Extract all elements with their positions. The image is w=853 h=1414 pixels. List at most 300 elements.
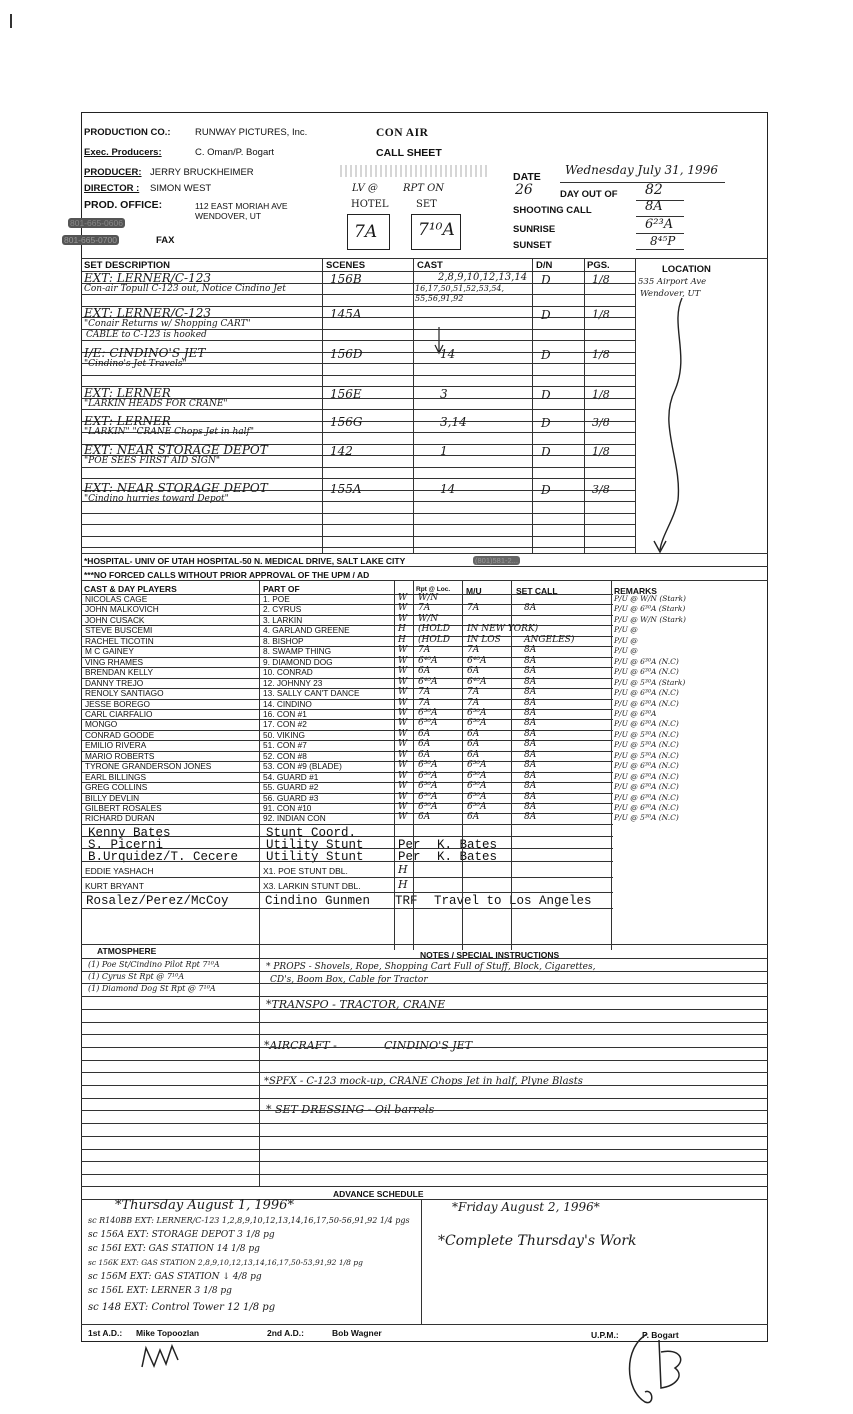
- cast-set-call: 8A: [524, 698, 537, 708]
- rule-line: [81, 1022, 768, 1023]
- atmosphere-line: (1) Cyrus St Rpt @ 7¹⁰A: [88, 972, 185, 981]
- advance-line: sc R140BB EXT: LERNER/C-123 1,2,8,9,10,12,13,14,16,17,50-56,91,92 1/4 pgs: [88, 1216, 410, 1225]
- typed-row-status: Per: [398, 838, 421, 852]
- advance-line: sc 156K EXT: GAS STATION 2,8,9,10,12,13,14,16,17,50-53,91,92 1/8 pg: [88, 1258, 363, 1267]
- cast-rpt-time: 6³⁰A: [418, 792, 438, 802]
- rule-line: [81, 375, 635, 376]
- cast-name: DANNY TREJO: [85, 678, 144, 688]
- scene-daynight: D: [541, 273, 551, 287]
- cast-part: 1. POE: [263, 594, 290, 604]
- rule-line: [81, 1072, 768, 1073]
- cast-remarks: P/U @: [614, 646, 638, 655]
- sunrise-value: 6²³A: [645, 217, 674, 232]
- rule-line: [81, 524, 635, 525]
- scene-desc-note: "Cindino hurries toward Depot": [84, 494, 229, 504]
- scene-cast: 3,14: [440, 415, 467, 429]
- cast-set-call: 8A: [524, 812, 537, 822]
- rule-line: [81, 409, 635, 410]
- atmosphere-line: (1) Diamond Dog St Rpt @ 7¹⁰A: [88, 984, 216, 993]
- cast-rpt-time: 6³⁰A: [418, 802, 438, 812]
- cast-status: W: [398, 677, 408, 687]
- cast-status: W: [398, 792, 408, 802]
- cast-name: GREG COLLINS: [85, 782, 148, 792]
- cast-set-call: 8A: [524, 687, 537, 697]
- scene-desc-title: EXT: LERNER: [84, 386, 171, 400]
- cast-name: BILLY DEVLIN: [85, 793, 140, 803]
- rule-line: [81, 861, 613, 862]
- cast-set-call: 8A: [524, 708, 537, 718]
- scene-pages: 1/8: [592, 445, 610, 458]
- cast-mu-time: 6³⁰A: [467, 792, 487, 802]
- cast-set-call: 8A: [524, 792, 537, 802]
- typed-row-part: Utility Stunt: [266, 850, 364, 864]
- cast-mu-time: 7A: [467, 698, 480, 708]
- scene-daynight: D: [541, 388, 551, 402]
- rule-line: [81, 892, 613, 893]
- cast-set-call: 8A: [524, 645, 537, 655]
- scene-number: 156D: [330, 347, 363, 361]
- rule-line: [81, 836, 613, 837]
- notes-set-dressing: * SET DRESSING - Oil barrels: [266, 1103, 435, 1116]
- header-set-description: SET DESCRIPTION: [84, 260, 171, 271]
- cast-set-call: 8A: [524, 656, 537, 666]
- corner-mark: [10, 14, 18, 28]
- producer: JERRY BRUCKHEIMER: [150, 167, 254, 178]
- cast-remarks: P/U @ 6³⁰A (N.C): [614, 667, 679, 676]
- cast-remarks: P/U @ 5³⁰A (Stark): [614, 678, 686, 687]
- notes-aircraft-value: CINDINO'S JET: [384, 1039, 473, 1052]
- column-divider: [611, 580, 612, 950]
- header-remarks: REMARKS: [614, 586, 657, 596]
- typed-row-part: Stunt Coord.: [266, 826, 357, 840]
- cast-name: CONRAD GOODE: [85, 730, 155, 740]
- cast-status: W: [398, 656, 408, 666]
- cast-mu-time: 6³⁰A: [467, 708, 487, 718]
- cast-mu-time: 6A: [467, 666, 480, 676]
- cast-part: 50. VIKING: [263, 730, 305, 740]
- header-location: LOCATION: [662, 264, 711, 275]
- cast-name: TYRONE GRANDERSON JONES: [85, 761, 212, 771]
- cast-set-call: 8A: [524, 677, 537, 687]
- scene-number: 142: [330, 444, 353, 458]
- scene-pages: 3/8: [592, 416, 610, 429]
- cast-name: STEVE BUSCEMI: [85, 625, 153, 635]
- cast-rpt-time: 6A: [418, 666, 431, 676]
- stunt-row-part: X1. POE STUNT DBL.: [263, 866, 348, 876]
- cast-set-call: 8A: [524, 771, 537, 781]
- stunt-row-name: EDDIE YASHACH: [85, 866, 154, 876]
- cast-status: W: [398, 718, 408, 728]
- scene-desc-title: EXT: LERNER/C-123: [84, 306, 211, 320]
- cast-part: 12. JOHNNY 23: [263, 678, 323, 688]
- day-total: 82: [645, 182, 663, 198]
- cast-rpt-time: 6³⁰A: [418, 718, 438, 728]
- rule-line: [81, 566, 768, 567]
- cast-status: W: [398, 698, 408, 708]
- scene-desc-note: "POE SEES FIRST AID SIGN": [84, 456, 220, 466]
- atmosphere-label: ATMOSPHERE: [97, 946, 157, 956]
- scene-desc-note: "LARKIN" "CRANE Chops Jet in half": [84, 427, 254, 437]
- cast-rpt-time: 7A: [418, 687, 431, 697]
- notes-props-line2: CD's, Boom Box, Cable for Tractor: [270, 975, 428, 985]
- cast-name: RACHEL TICOTIN: [85, 636, 154, 646]
- cast-part: 14. CINDINO: [263, 699, 312, 709]
- fax-label: FAX: [156, 235, 175, 246]
- hotel-time: 7A: [354, 222, 378, 242]
- date-value: Wednesday July 31, 1996: [565, 163, 718, 177]
- hotel-label: HOTEL: [351, 199, 389, 210]
- cast-status: W: [398, 614, 408, 624]
- header-set-call: SET CALL: [516, 586, 558, 596]
- scene-pages: 1/8: [592, 388, 610, 401]
- rule-line: [81, 1009, 768, 1010]
- producer-label: PRODUCER:: [84, 167, 142, 178]
- cast-part: 8. SWAMP THING: [263, 646, 332, 656]
- cast-set-call: 8A: [524, 718, 537, 728]
- cast-rpt-time: 6A: [418, 812, 431, 822]
- cast-mu-time: 6³⁰A: [467, 802, 487, 812]
- cast-name: JESSE BOREGO: [85, 699, 151, 709]
- cast-name: BRENDAN KELLY: [85, 667, 154, 677]
- scene-desc-note: "Conair Returns w/ Shopping CART": [84, 319, 251, 329]
- scene-number: 155A: [330, 482, 362, 496]
- cast-remarks: P/U @ 6³⁰A (N.C): [614, 782, 679, 791]
- cast-part: 2. CYRUS: [263, 604, 302, 614]
- cast-remarks: P/U @ 6³⁰A (N.C): [614, 803, 679, 812]
- smudge: [340, 165, 490, 177]
- rule-line: [81, 908, 613, 909]
- ad1-label: 1st A.D.:: [88, 1328, 123, 1338]
- scene-daynight: D: [541, 348, 551, 362]
- upm-signature: [615, 1330, 695, 1410]
- advance-line: sc 148 EXT: Control Tower 12 1/8 pg: [88, 1302, 276, 1313]
- fax-redacted: 801-665-0700: [64, 235, 117, 245]
- cast-status: W: [398, 687, 408, 697]
- rule-line: [81, 1136, 768, 1137]
- cast-remarks: P/U @ 5³⁰A (N.C): [614, 813, 679, 822]
- cast-remarks: P/U @ 5³⁰A (N.C): [614, 730, 679, 739]
- rule-line: [81, 1161, 768, 1162]
- cast-status: W: [398, 802, 408, 812]
- rule-line: [81, 824, 613, 825]
- rule-line: [81, 944, 768, 945]
- location-line1: 535 Airport Ave: [638, 277, 707, 287]
- day-label: DAY OUT OF: [560, 189, 618, 200]
- column-divider: [511, 580, 512, 950]
- scene-daynight: D: [541, 416, 551, 430]
- cast-part: 13. SALLY CAN'T DANCE: [263, 688, 360, 698]
- rule-line: [81, 848, 613, 849]
- gunmen-name: Rosalez/Perez/McCoy: [86, 894, 229, 908]
- cast-remarks: P/U @ W/N (Stark): [614, 615, 686, 624]
- gunmen-part: Cindino Gunmen: [265, 894, 371, 908]
- cast-rpt-time: 7A: [418, 645, 431, 655]
- cast-status: W: [398, 812, 408, 822]
- office-label: PROD. OFFICE:: [84, 199, 163, 211]
- advance-right-text: *Complete Thursday's Work: [438, 1233, 637, 1249]
- hospital-phone: (801)581-2...: [475, 556, 518, 565]
- set-label: SET: [416, 199, 437, 210]
- cast-mu-time: 7A: [467, 603, 480, 613]
- scene-cast: 3: [440, 387, 448, 401]
- cast-mu-time: IN LOS: [467, 635, 501, 645]
- cast-status: W: [398, 771, 408, 781]
- cast-status: W: [398, 781, 408, 791]
- scene-number: 156B: [330, 272, 362, 286]
- stunt-row-name: KURT BRYANT: [85, 881, 144, 891]
- rule-line: [81, 958, 768, 959]
- cast-name: RENOLY SANTIAGO: [85, 688, 164, 698]
- column-divider: [394, 580, 395, 950]
- rule-line: [81, 1060, 768, 1061]
- cast-mu-time: 6A: [467, 750, 480, 760]
- rule-line: [81, 1149, 768, 1150]
- notes-label: NOTES / SPECIAL INSTRUCTIONS: [420, 950, 560, 960]
- rule-line: [81, 1034, 768, 1035]
- scene-desc-title: EXT: NEAR STORAGE DEPOT: [84, 481, 268, 495]
- cast-name: JOHN MALKOVICH: [85, 604, 159, 614]
- column-divider: [413, 258, 414, 553]
- date-label: DATE: [513, 171, 541, 183]
- cast-mu-time: 6³⁰A: [467, 760, 487, 770]
- cast-name: JOHN CUSACK: [85, 615, 145, 625]
- cast-mu-time: 7A: [467, 687, 480, 697]
- stunt-row-status: H: [398, 878, 408, 891]
- scene-pages: 3/8: [592, 483, 610, 496]
- column-divider: [532, 258, 533, 553]
- rule-line: [81, 478, 635, 479]
- cast-status: W: [398, 729, 408, 739]
- cast-set-call: ANGELES): [524, 635, 575, 645]
- cast-rpt-time: 6A: [418, 739, 431, 749]
- cast-name: MARIO ROBERTS: [85, 751, 155, 761]
- advance-line: sc 156L EXT: LERNER 3 1/8 pg: [88, 1286, 232, 1296]
- cast-rpt-time: W/N: [418, 593, 439, 603]
- scene-desc-title: EXT: NEAR STORAGE DEPOT: [84, 443, 268, 457]
- rule-line: [81, 553, 768, 554]
- atmosphere-line: (1) Poe St/Cindino Pilot Rpt 7¹⁰A: [88, 960, 220, 969]
- rule-line: [81, 258, 768, 259]
- cast-status: W: [398, 760, 408, 770]
- header-mu: M/U: [466, 586, 482, 596]
- cast-name: CARL CIARFALIO: [85, 709, 153, 719]
- ad2: Bob Wagner: [332, 1328, 382, 1338]
- cast-remarks: P/U @ 6³⁰A (N.C): [614, 699, 679, 708]
- cast-status: H: [398, 624, 406, 634]
- header-part: PART OF: [263, 584, 300, 594]
- cast-rpt-time: 6³⁰A: [418, 781, 438, 791]
- cast-part: 91. CON #10: [263, 803, 312, 813]
- scene-cast: 14: [440, 482, 456, 496]
- rule-line: [81, 971, 768, 972]
- cast-remarks: P/U @ 6³⁰A (N.C): [614, 657, 679, 666]
- cast-remarks: P/U @ 6³⁰A: [614, 709, 657, 718]
- rule-line: [81, 1123, 768, 1124]
- typed-row-status: Per: [398, 850, 421, 864]
- header-rpt-loc: Rpt @ Loc.: [416, 586, 451, 593]
- scene-pages: 1/8: [592, 273, 610, 286]
- scene-desc-note: "LARKIN HEADS FOR CRANE": [84, 399, 228, 409]
- typed-row-name: Kenny Bates: [88, 826, 171, 840]
- header-cast: CAST: [417, 260, 443, 271]
- ad2-label: 2nd A.D.:: [267, 1328, 304, 1338]
- advance-label: ADVANCE SCHEDULE: [333, 1189, 424, 1199]
- cast-status: W: [398, 666, 408, 676]
- scene-cast: 16,17,50,51,52,53,54,: [415, 284, 505, 293]
- scene-number: 156E: [330, 387, 362, 401]
- scene-daynight: D: [541, 483, 551, 497]
- rule-line: [81, 1098, 768, 1099]
- cast-rpt-time: 6⁴⁰A: [418, 677, 438, 687]
- cast-name: EMILIO RIVERA: [85, 740, 147, 750]
- scene-cast: 55,56,91,92: [415, 294, 464, 303]
- rule-line: [81, 294, 635, 295]
- rule-line: [81, 1110, 768, 1111]
- cast-part: 51. CON #7: [263, 740, 307, 750]
- column-divider: [584, 258, 585, 553]
- scene-cast: 2,8,9,10,12,13,14: [438, 272, 528, 283]
- stunt-row-status: H: [398, 863, 408, 876]
- rule-line: [81, 547, 635, 548]
- cast-name: VING RHAMES: [85, 657, 144, 667]
- cast-remarks: P/U @ 6³⁰A (N.C): [614, 688, 679, 697]
- cast-status: W: [398, 708, 408, 718]
- cast-part: 10. CONRAD: [263, 667, 313, 677]
- scene-cast: 14: [440, 347, 456, 361]
- director: SIMON WEST: [150, 183, 212, 194]
- cast-mu-time: 7A: [467, 645, 480, 655]
- exec: C. Oman/P. Bogart: [195, 147, 275, 158]
- upm-label: U.P.M.:: [591, 1330, 619, 1340]
- office-line1: 112 EAST MORIAH AVE: [195, 201, 288, 211]
- cast-rpt-time: 7A: [418, 603, 431, 613]
- cast-rpt-time: 6³⁰A: [418, 708, 438, 718]
- cast-remarks: P/U @ 6³⁰A (N.C): [614, 772, 679, 781]
- advance-left-title: *Thursday August 1, 1996*: [115, 1198, 294, 1213]
- rule-line: [81, 594, 613, 595]
- scene-desc-title: EXT: LERNER/C-123: [84, 271, 211, 285]
- rpt-label: RPT ON: [403, 183, 445, 194]
- cast-part: 52. CON #8: [263, 751, 307, 761]
- cast-rpt-time: 6A: [418, 729, 431, 739]
- cast-rpt-time: (HOLD: [418, 624, 450, 634]
- location-line2: Wendover, UT: [640, 289, 701, 299]
- scene-number: 145A: [330, 307, 362, 321]
- cast-status: H: [398, 635, 406, 645]
- cast-remarks: P/U @ 6³⁰A (Stark): [614, 604, 686, 613]
- rule-line: [81, 615, 613, 616]
- cast-part: 55. GUARD #2: [263, 782, 319, 792]
- cast-mu-time: IN NEW YORK): [467, 624, 539, 634]
- title: CON AIR: [376, 127, 429, 139]
- scene-daynight: D: [541, 445, 551, 459]
- day-num: 26: [515, 182, 533, 198]
- cast-part: 56. GUARD #3: [263, 793, 319, 803]
- typed-row-rest: K. Bates: [437, 838, 498, 852]
- cast-status: W: [398, 593, 408, 603]
- cast-name: EARL BILLINGS: [85, 772, 147, 782]
- cast-mu-time: 6A: [467, 739, 480, 749]
- cast-set-call: 8A: [524, 781, 537, 791]
- ad1: Mike Topoozlan: [136, 1328, 200, 1338]
- cast-remarks: P/U @: [614, 636, 638, 645]
- cast-part: 9. DIAMOND DOG: [263, 657, 333, 667]
- cast-part: 92. INDIAN CON: [263, 813, 326, 823]
- cast-rpt-time: 7A: [418, 698, 431, 708]
- rule-line: [81, 996, 768, 997]
- cast-remarks: P/U @ 6³⁰A (N.C): [614, 719, 679, 728]
- header-scenes: SCENES: [326, 260, 366, 271]
- cast-name: RICHARD DURAN: [85, 813, 155, 823]
- sunset-label: SUNSET: [513, 240, 552, 251]
- cast-name: GILBERT ROSALES: [85, 803, 162, 813]
- cast-remarks: P/U @ 5³⁰A (N.C): [614, 740, 679, 749]
- advance-right-title: *Friday August 2, 1996*: [452, 1200, 600, 1214]
- scene-desc-note: CABLE to C-123 is hooked: [86, 330, 207, 340]
- sunset-value: 8⁴⁵P: [650, 234, 676, 248]
- sunrise-label: SUNRISE: [513, 224, 556, 235]
- cast-part: 8. BISHOP: [263, 636, 304, 646]
- rule-line: [81, 877, 613, 878]
- scene-pages: 1/8: [592, 348, 610, 361]
- director-label: DIRECTOR :: [84, 183, 140, 194]
- cast-part: 3. LARKIN: [263, 615, 303, 625]
- header-cast-players: CAST & DAY PLAYERS: [84, 584, 177, 594]
- notes-aircraft: *AIRCRAFT -: [264, 1039, 337, 1052]
- cast-rpt-time: W/N: [418, 614, 439, 624]
- cast-rpt-time: 6A: [418, 750, 431, 760]
- lv-label: LV @: [352, 183, 378, 194]
- cast-name: MONGO: [85, 719, 118, 729]
- scene-desc-title: I/E: CINDINO'S JET: [84, 346, 206, 360]
- column-divider: [635, 258, 636, 553]
- cast-part: 4. GARLAND GREENE: [263, 625, 350, 635]
- rule-line: [81, 467, 635, 468]
- cast-remarks: P/U @ 6³⁰A (N.C): [614, 793, 679, 802]
- cast-status: W: [398, 603, 408, 613]
- column-divider: [259, 580, 260, 950]
- hospital-line: *HOSPITAL- UNIV OF UTAH HOSPITAL-50 N. MEDICAL DRIVE, SALT LAKE CITY: [84, 556, 406, 566]
- prod-co: RUNWAY PICTURES, Inc.: [195, 127, 308, 138]
- cast-status: W: [398, 750, 408, 760]
- cast-mu-time: 6⁴⁰A: [467, 656, 487, 666]
- scene-pages: 1/8: [592, 308, 610, 321]
- upm: P. Bogart: [642, 1330, 679, 1340]
- scene-desc-title: EXT: LERNER: [84, 414, 171, 428]
- gunmen-status: TRF: [395, 894, 418, 908]
- rule-line: [81, 1047, 768, 1048]
- cast-status: W: [398, 645, 408, 655]
- cast-set-call: 8A: [524, 729, 537, 739]
- shooting-label: SHOOTING CALL: [513, 205, 592, 216]
- header-pgs: PGS.: [587, 260, 610, 271]
- cast-rpt-time: 6³⁰A: [418, 771, 438, 781]
- rule-line: [81, 1085, 768, 1086]
- notes-transpo: *TRANSPO - TRACTOR, CRANE: [266, 998, 446, 1011]
- prod-co-label: PRODUCTION CO.:: [84, 127, 171, 138]
- office-line2: WENDOVER, UT: [195, 211, 262, 221]
- stunt-row-part: X3. LARKIN STUNT DBL.: [263, 881, 361, 891]
- cast-rpt-time: 6³⁰A: [418, 760, 438, 770]
- cast-remarks: P/U @ 6³⁰A (N.C): [614, 761, 679, 770]
- rule-line: [81, 340, 635, 341]
- advance-line: sc 156M EXT: GAS STATION ↓ 4/8 pg: [88, 1272, 262, 1282]
- rule-line: [81, 1174, 768, 1175]
- cast-mu-time: 6³⁰A: [467, 718, 487, 728]
- subtitle: CALL SHEET: [376, 147, 442, 159]
- phone-redacted: 801-665-0606: [70, 218, 123, 228]
- typed-row-rest: K. Bates: [437, 850, 498, 864]
